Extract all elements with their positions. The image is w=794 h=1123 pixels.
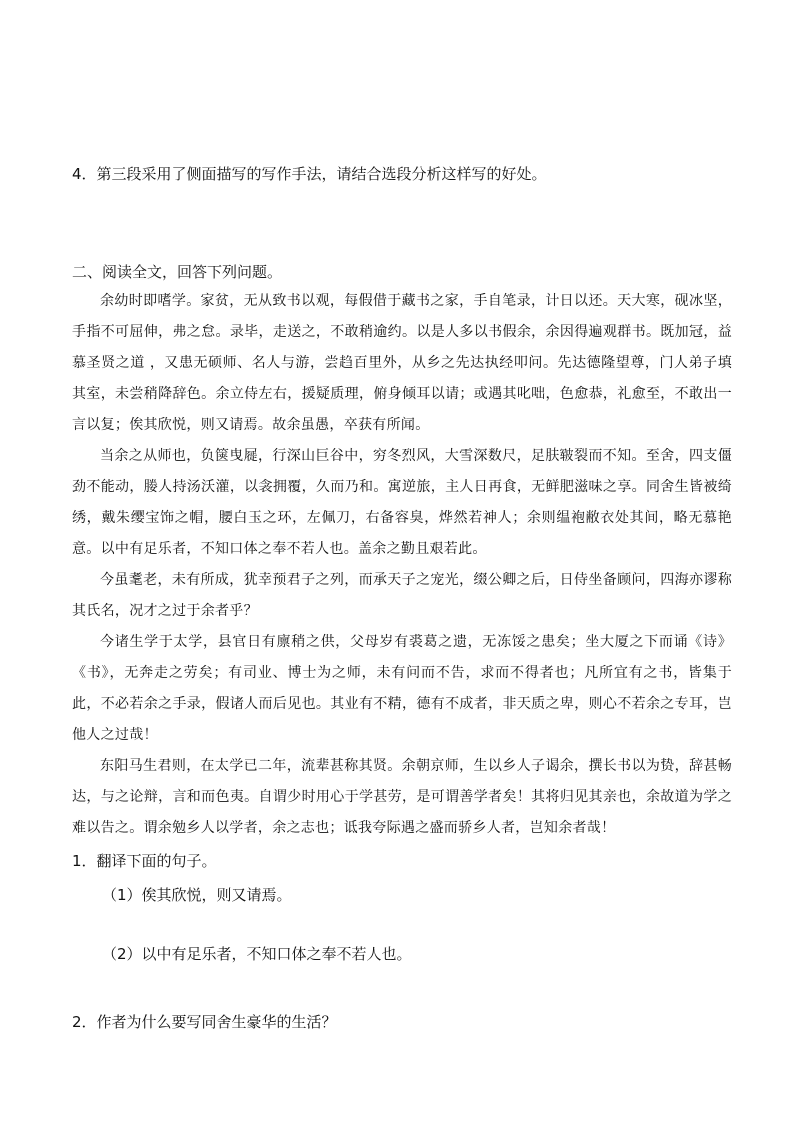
passage-paragraph-5: 东阳马生君则，在太学已二年，流辈甚称其贤。余朝京师，生以乡人子谒余，撰长书以为贽，辞甚畅达，与之论辩，言和而色夷。自谓少时用心于学甚劳，是可谓善学者矣！其将归见其亲也，余故道为学之难以告之。谓余勉乡人以学者，余之志也；诋我夸际遇之盛而骄乡人者，岂知余者哉！ (72, 758, 732, 836)
question-1-sentence-2: （2）以中有足乐者，不知口体之奉不若人也。 (102, 945, 412, 963)
passage-paragraph-1: 余幼时即嗜学。家贫，无从致书以观，每假借于藏书之家，手自笔录，计日以还。天大寒，砚冰坚，手指不可屈伸，弗之怠。录毕，走送之，不敢稍逾约。以是人多以书假余，余因得遍观群书。既加冠，益慕圣贤之道 ，又患无硕师、名人与游，尝趋百里外，从乡之先达执经叩问。先达德隆望尊，门人弟子填其室，未尝稍降辞色。余立侍左右，援疑质理，俯身倾耳以请；或遇其叱咄，色愈恭，礼愈至，不敢出一言以复；俟其欣悦，则又请焉。故余虽愚，卒获有所闻。 (72, 293, 732, 433)
passage-paragraph-4: 今诸生学于太学，县官日有廪稍之供，父母岁有裘葛之遗，无冻馁之患矣；坐大厦之下而诵《诗》《书》，无奔走之劳矣；有司业、博士为之师，未有问而不告，求而不得者也；凡所宜有之书，皆集于此，不必若余之手录，假诸人而后见也。其业有不精，德有不成者，非天质之卑，则心不若余之专耳，岂他人之过哉！ (72, 634, 732, 743)
question-1-sentence-1: （1）俟其欣悦，则又请焉。 (102, 886, 292, 904)
passage (72, 286, 732, 844)
question-4: 4．第三段采用了侧面描写的写作手法，请结合选段分析这样写的好处。 (72, 165, 547, 183)
question-2-title: 2．作者为什么要写同舍生豪华的生活？ (72, 1013, 337, 1031)
question-1-title: 1．翻译下面的句子。 (72, 852, 217, 870)
passage-paragraph-3: 今虽耄老，未有所成，犹幸预君子之列，而承天子之宠光，缀公卿之后，日侍坐备顾问，四海亦谬称其氏名，况才之过于余者乎？ (72, 572, 732, 619)
passage-paragraph-2: 当余之从师也，负箧曳屣，行深山巨谷中，穷冬烈风，大雪深数尺，足肤皲裂而不知。至舍，四支僵劲不能动，媵人持汤沃灌，以衾拥覆，久而乃和。寓逆旅，主人日再食，无鲜肥滋味之享。同舍生皆被绮绣，戴朱缨宝饰之帽，腰白玉之环，左佩刀，右备容臭，烨然若神人；余则缊袍敝衣处其间，略无慕艳意。以中有足乐者，不知口体之奉不若人也。盖余之勤且艰若此。 (72, 448, 732, 557)
section-2-title: 二、阅读全文，回答下列问题。 (72, 263, 283, 281)
